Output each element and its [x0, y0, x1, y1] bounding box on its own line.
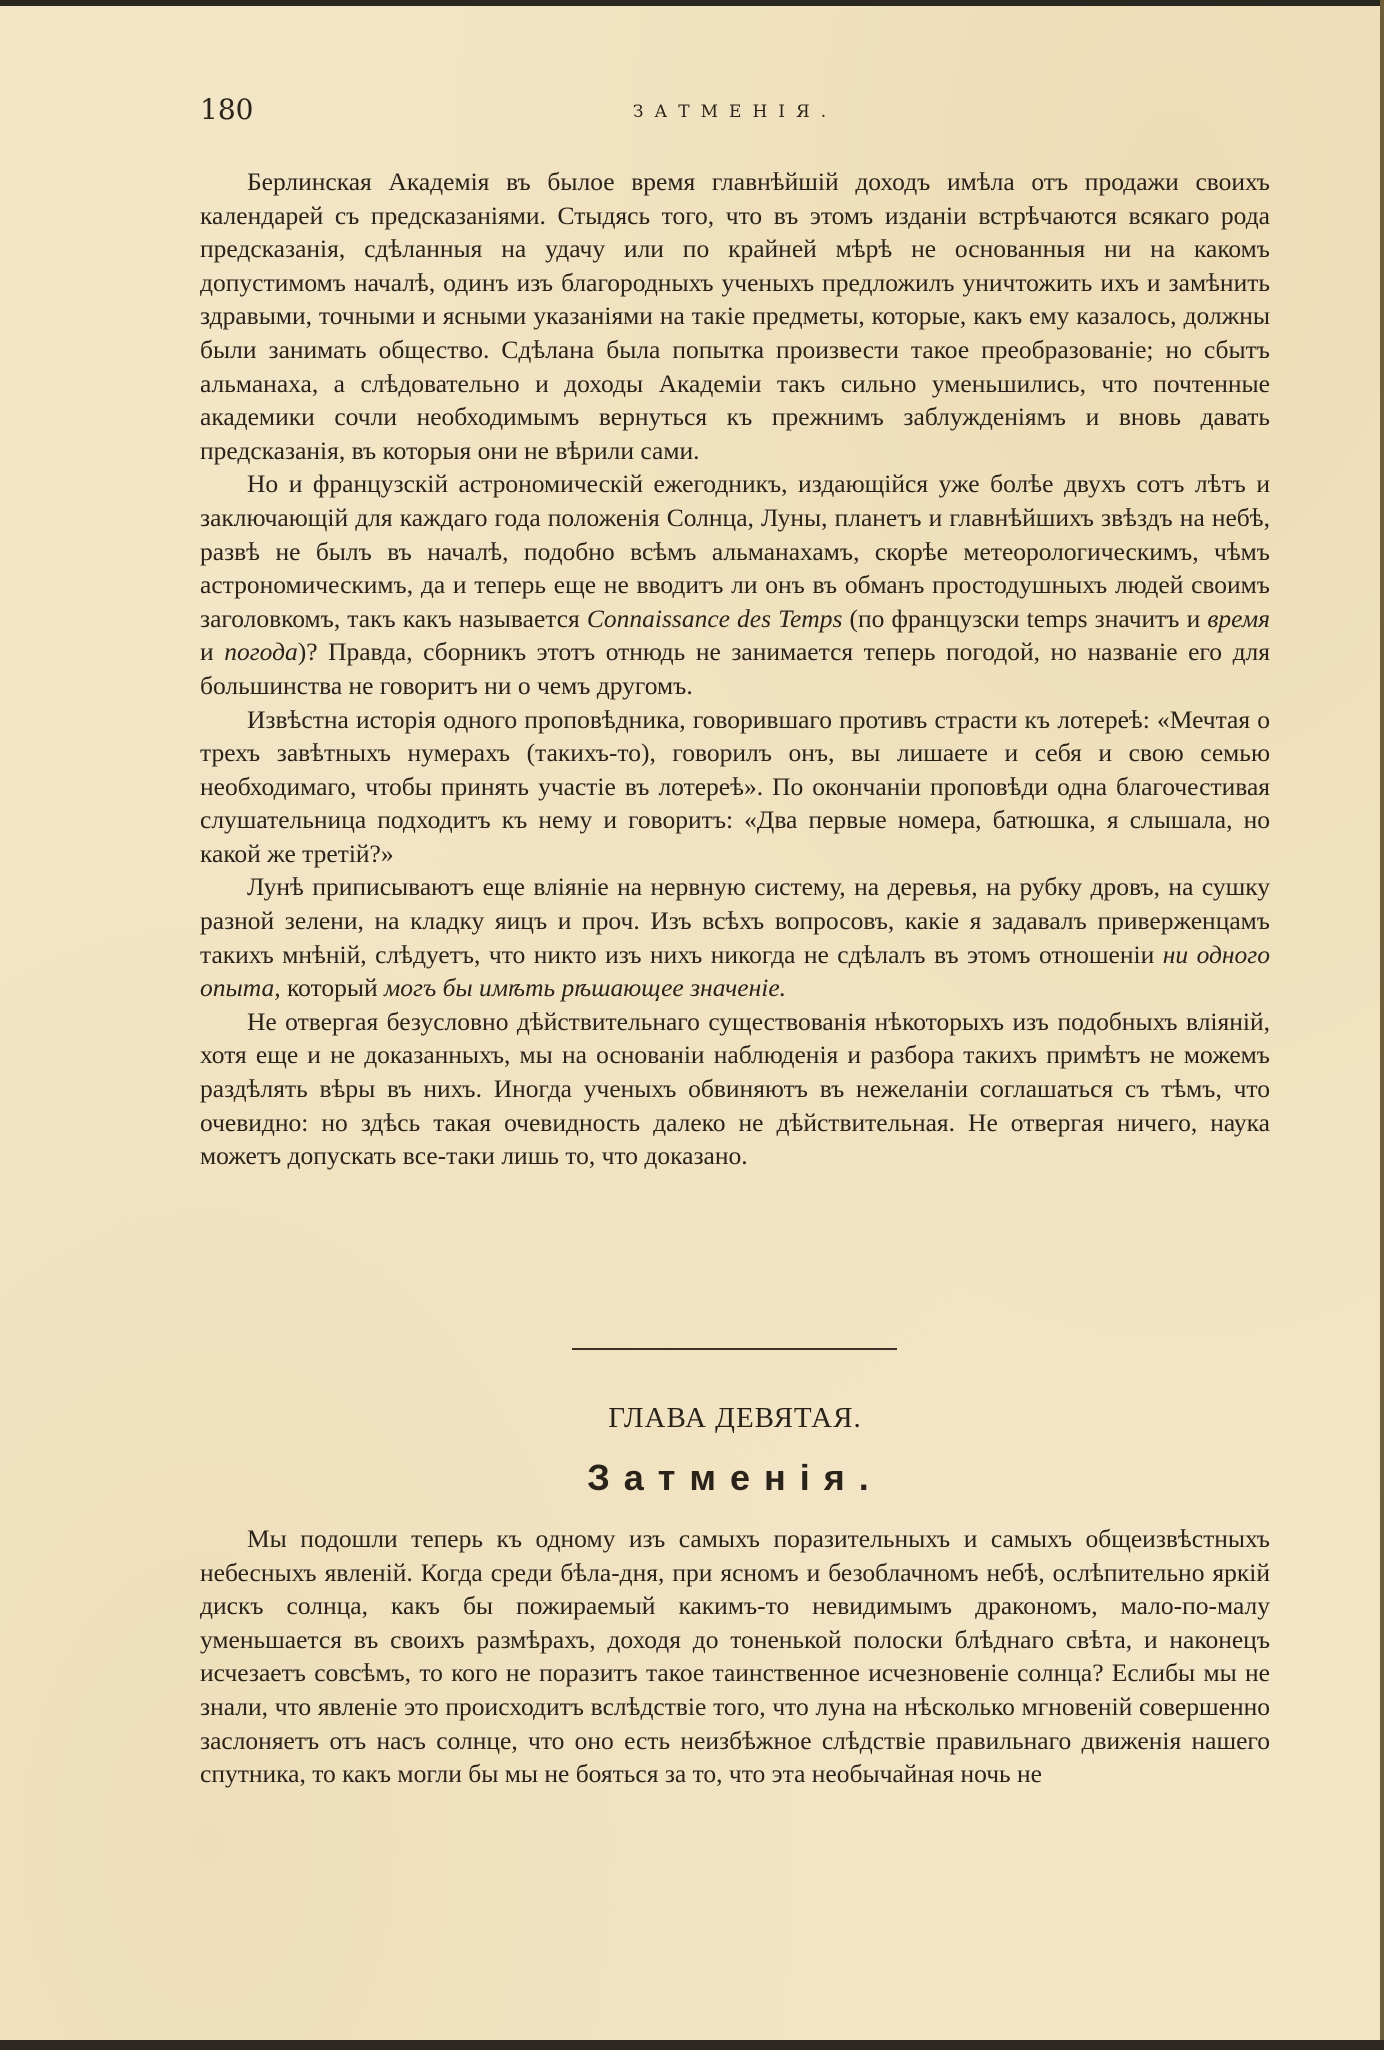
chapter-title: Затменія. — [587, 1457, 883, 1498]
paragraph-eclipse-intro: Мы подошли теперь къ одному изъ самыхъ поразительныхъ и самыхъ общеизвѣстныхъ небесныхъ явленій. Когда среди бѣла-дня, при ясномъ и безоблачномъ небѣ, ослѣпительно яркій дискъ солнца, какъ бы пожираемый какимъ-то невидимымъ дракономъ, мало-по-малу уменьшается въ своихъ размѣрахъ, доходя до тоненькой полоски блѣднаго свѣта, и наконецъ исчезаетъ совсѣмъ, то кого не поразитъ такое таинственное исчезновеніе солнца? Еслибы мы не знали, что явленіе это происходитъ вслѣдствіе того, что луна на нѣсколько мгновеній совершенно заслоняетъ отъ насъ солнце, что оно есть неизбѣжное слѣдствіе правильнаго движенія нашего спутника, то какъ могли бы мы не бояться за то, что эта необычайная ночь не — [200, 1524, 1270, 1789]
paragraph-berlin-academy: Берлинская Академія въ былое время главнѣйшій доходъ имѣла отъ продажи своихъ календарей съ предсказаніями. Стыдясь того, что въ этомъ изданіи встрѣчаются всякаго рода предсказанія, сдѣланныя на удачу или по крайней мѣрѣ не основанныя ни на какомъ допустимомъ началѣ, одинъ изъ благородныхъ ученыхъ предложилъ уничтожить ихъ и замѣнить здравыми, точными и ясными указаніями на такіе предметы, которые, какъ ему казалось, должны были занимать общество. Сдѣлана была попытка произвести такое преобразованіе; но сбытъ альманаха, а слѣдовательно и доходы Академіи такъ сильно уменьшились, что почтенные академики сочли необходимымъ вернуться къ прежнимъ заблужденіямъ и вновь давать предсказанія, въ которыя они не вѣрили сами. — [200, 167, 1270, 465]
paragraph-text: (по французски temps значитъ и — [842, 603, 1208, 633]
italic-word: погода — [224, 637, 298, 667]
italic-phrase: ни одного опыта, — [200, 939, 1271, 1003]
paragraph-text: )? Правда, сборникъ этотъ отнюдь не занимается теперь погодой, но названіе его для большинства не говоритъ ни о чемъ другомъ. — [200, 637, 1270, 700]
body-text — [200, 165, 1270, 1173]
italic-title: Connaissance des Temps — [586, 603, 843, 633]
paragraph-preacher-story: Извѣстна исторія одного проповѣдника, говорившаго противъ страсти къ лотереѣ: «Мечтая о трехъ завѣтныхъ нумерахъ (такихъ-то), говорилъ онъ, вы лишаете и себя и свою семью необходимаго, чтобы принять участіе въ лотереѣ». По окончаніи проповѣди одна благочестивая слушательница подходитъ къ нему и говоритъ: «Два первые номера, батюшка, я слышала, но какой же третій?» — [200, 704, 1270, 868]
italic-word: время — [1207, 603, 1270, 633]
paragraph-french-yearbook — [200, 467, 1270, 702]
paragraph-text: и — [200, 637, 225, 667]
chapter-heading: ГЛАВА ДЕВЯТАЯ. — [608, 1402, 862, 1434]
paragraph-moon-influence — [200, 870, 1270, 1004]
paragraph-text: Лунѣ приписываютъ еще вліяніе на нервную систему, на деревья, на рубку дровъ, на сушку разной зелени, на кладку яицъ и проч. Изъ всѣхъ вопросовъ, какіе я задавалъ приверженцамъ такихъ мнѣній, слѣдуетъ, что никто изъ нихъ никогда не сдѣлалъ въ этомъ отношеніи — [200, 872, 1270, 969]
scan-bottom-edge — [0, 2040, 1384, 2050]
paragraph-science-position: Не отвергая безусловно дѣйствительнаго существованія нѣкоторыхъ изъ подобныхъ вліяній, хотя еще и не доказанныхъ, мы на основаніи наблюденія и разбора такихъ примѣтъ не можемъ раздѣлять вѣры въ нихъ. Иногда ученыхъ обвиняютъ въ нежеланіи соглашаться съ тѣмъ, что очевидно: но здѣсь такая очевидность далеко не дѣйствительная. Не отвергая ничего, наука можетъ допускать все-таки лишь то, что доказано. — [200, 1006, 1270, 1171]
paragraph-text: Но и французскій астрономическій ежегодникъ, издающійся уже болѣе двухъ сотъ лѣтъ и заключающій для каждаго года положенія Солнца, Луны, планетъ и главнѣйшихъ звѣздъ на небѣ, развѣ не былъ въ началѣ, подобно всѣмъ альманахамъ, скорѣе метеорологическимъ, чѣмъ астрономическимъ, да и теперь еще не вводитъ ли онъ въ обманъ простодушныхъ людей своимъ заголовкомъ, такъ какъ называется — [200, 469, 1270, 633]
running-title: ЗАТМЕНІЯ. — [632, 102, 838, 122]
running-head — [200, 90, 1270, 130]
paragraph-text: который — [280, 973, 384, 1003]
chapter-text — [200, 1522, 1270, 1791]
scan-right-edge — [1380, 0, 1384, 2050]
italic-phrase: могъ бы имѣть рѣшающее значеніе. — [383, 973, 787, 1003]
page-number: 180 — [200, 93, 254, 126]
scan-top-edge — [0, 0, 1384, 6]
section-divider — [572, 1348, 897, 1350]
